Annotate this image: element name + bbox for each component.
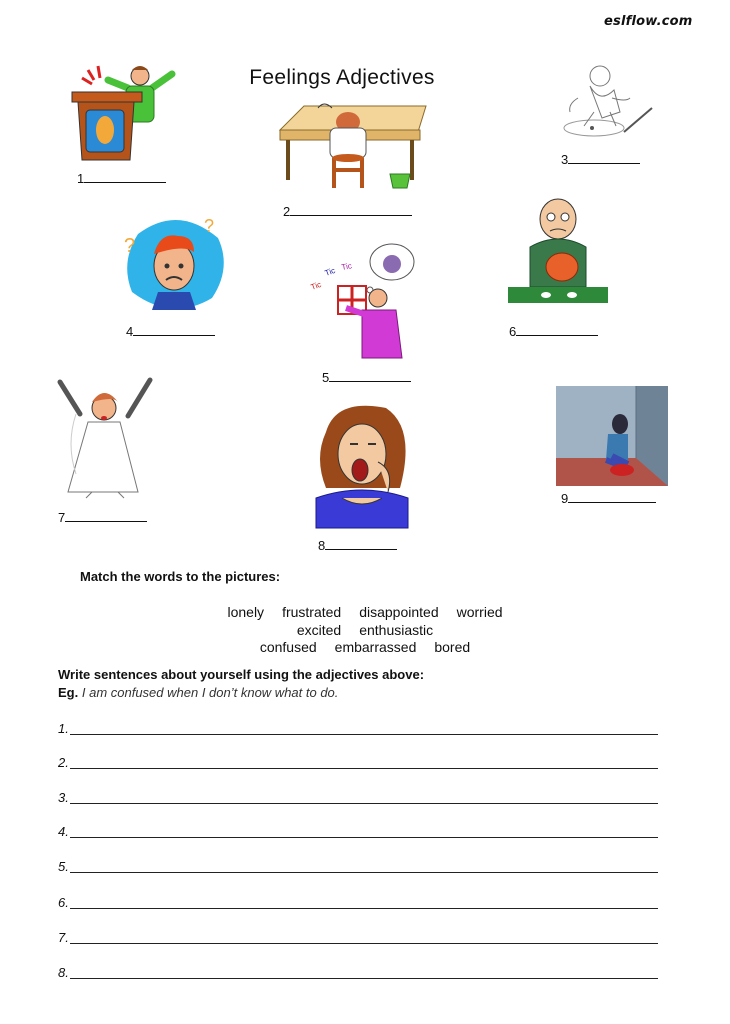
word-bored: bored [434,639,471,655]
answer-line-4[interactable] [133,323,215,336]
picture-9 [556,386,668,486]
label-7 [58,509,147,525]
sentence-number: 6. [58,895,69,910]
answer-line-2[interactable] [290,203,412,216]
bored-woman-yawning-illustration [312,402,412,530]
answer-line-3[interactable] [568,151,640,164]
sentence-number: 3. [58,790,69,805]
sentence-underline [70,943,658,944]
worried-man-ticking-gift-illustration [308,232,418,364]
man-lost-golf-ball-illustration [554,58,658,146]
label-2 [283,203,412,219]
word-frustrated: frustrated [282,604,342,620]
sentence-number: 8. [58,965,69,980]
svg-text:?: ? [204,216,215,236]
example-sentence [58,685,338,700]
word-worried: worried [456,604,503,620]
label-5 [322,369,411,385]
word-row-2 [0,622,730,638]
label-4-number: 4 [126,324,134,339]
page-title-text: Feelings Adjectives [249,66,435,89]
word-lonely: lonely [227,604,265,620]
picture-8 [312,402,412,530]
sentence-underline [70,872,658,873]
brand-watermark: eslflow.com [604,14,693,29]
label-9-number: 9 [561,491,569,506]
sentence-line-8[interactable] [58,965,658,980]
picture-7 [52,374,160,502]
sentence-underline [70,768,658,769]
svg-text:Tic: Tic [323,265,337,278]
label-5-number: 5 [322,370,330,385]
label-7-number: 7 [58,510,66,525]
label-8 [318,537,397,553]
sentence-line-2[interactable] [58,755,658,770]
example-label: Eg. [58,685,79,700]
label-1-number: 1 [77,171,85,186]
sentence-line-1[interactable] [58,721,658,736]
sentence-line-4[interactable] [58,824,658,839]
excited-man-podium-illustration [68,58,178,168]
word-enthusiastic: enthusiastic [359,622,434,638]
picture-6 [506,195,610,315]
sentence-underline [70,837,658,838]
sentence-line-5[interactable] [58,859,658,874]
picture-4 [118,214,230,314]
word-confused: confused [259,639,317,655]
write-heading: Write sentences about yourself using the adjectives above: [58,667,425,682]
label-4 [126,323,215,339]
answer-line-6[interactable] [516,323,598,336]
answer-line-5[interactable] [329,369,411,382]
answer-line-7[interactable] [65,509,147,522]
word-row-3 [0,639,730,655]
answer-line-1[interactable] [84,170,166,183]
svg-text:Tic: Tic [309,279,323,292]
enthusiastic-bride-illustration [52,374,160,502]
disappointed-man-ping-pong-illustration [506,195,610,315]
sentence-line-6[interactable] [58,895,658,910]
sentence-number: 4. [58,824,69,839]
example-text: I am confused when I don’t know what to do. [81,685,339,700]
word-disappointed: disappointed [359,604,439,620]
label-3 [561,151,640,167]
label-8-number: 8 [318,538,326,553]
sentence-underline [70,908,658,909]
picture-5 [308,232,418,364]
sentence-number: 2. [58,755,69,770]
word-excited: excited [296,622,342,638]
word-row-1 [0,604,730,620]
label-1 [77,170,166,186]
label-2-number: 2 [283,204,291,219]
svg-text:?: ? [124,235,136,257]
confused-boy-illustration [118,214,230,314]
picture-2 [278,100,430,196]
answer-line-9[interactable] [568,490,656,503]
picture-1 [68,58,178,168]
picture-3 [554,58,658,146]
sentence-number: 7. [58,930,69,945]
match-heading: Match the words to the pictures: [80,569,281,584]
sentence-number: 1. [58,721,69,736]
label-3-number: 3 [561,152,569,167]
sentence-number: 5. [58,859,69,874]
sentence-line-3[interactable] [58,790,658,805]
sentence-underline [70,803,658,804]
answer-line-8[interactable] [325,537,397,550]
lonely-girl-corner-illustration [556,386,668,486]
sentence-line-7[interactable] [58,930,658,945]
label-9 [561,490,656,506]
sentence-underline [70,734,658,735]
frustrated-man-desk-illustration [278,100,430,196]
sentence-underline [70,978,658,979]
svg-text:Tic: Tic [340,261,353,272]
label-6-number: 6 [509,324,517,339]
word-embarrassed: embarrassed [334,639,417,655]
label-6 [509,323,598,339]
